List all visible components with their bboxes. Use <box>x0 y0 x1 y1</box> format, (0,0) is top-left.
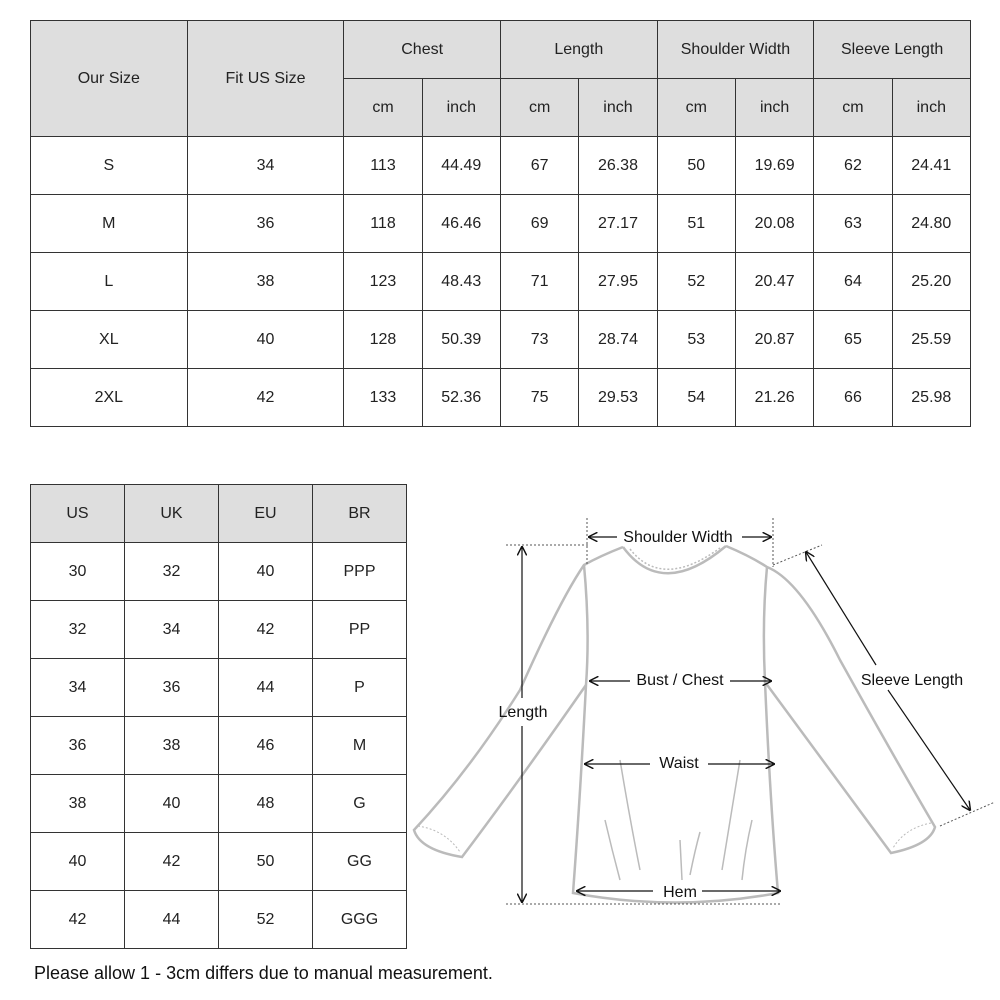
column-header: BR <box>313 485 407 543</box>
table-cell: 30 <box>31 543 125 601</box>
table-cell: 75 <box>500 369 578 427</box>
unit-header: cm <box>814 79 892 137</box>
table-cell: PP <box>313 601 407 659</box>
table-cell: 53 <box>657 311 735 369</box>
table-cell: 128 <box>344 311 422 369</box>
unit-header: inch <box>892 79 970 137</box>
table-cell: 40 <box>219 543 313 601</box>
label-sleeve-length: Sleeve Length <box>860 672 964 689</box>
table-cell: 34 <box>31 659 125 717</box>
table-cell: 36 <box>31 717 125 775</box>
table-cell: 25.98 <box>892 369 970 427</box>
table-cell: 19.69 <box>735 137 813 195</box>
table-cell: 44.49 <box>422 137 500 195</box>
table-cell: 50 <box>657 137 735 195</box>
table-cell: 123 <box>344 253 422 311</box>
header-length: Length <box>500 21 657 79</box>
table-cell: 73 <box>500 311 578 369</box>
table-cell: XL <box>31 311 188 369</box>
unit-header: cm <box>500 79 578 137</box>
label-bust-chest: Bust / Chest <box>636 672 724 689</box>
table-cell: 118 <box>344 195 422 253</box>
table-cell: 51 <box>657 195 735 253</box>
label-shoulder-width: Shoulder Width <box>623 529 733 546</box>
label-waist: Waist <box>659 755 699 772</box>
table-cell: 28.74 <box>579 311 657 369</box>
table-cell: 44 <box>219 659 313 717</box>
table-cell: 38 <box>31 775 125 833</box>
table-cell: 48.43 <box>422 253 500 311</box>
unit-header: cm <box>657 79 735 137</box>
table-cell: 36 <box>187 195 344 253</box>
table-cell: 52 <box>657 253 735 311</box>
table-cell: 20.47 <box>735 253 813 311</box>
table-cell: M <box>313 717 407 775</box>
table-cell: 20.87 <box>735 311 813 369</box>
table-cell: 46.46 <box>422 195 500 253</box>
table-cell: 32 <box>125 543 219 601</box>
shirt-outline <box>414 546 935 903</box>
unit-header: cm <box>344 79 422 137</box>
table-cell: 36 <box>125 659 219 717</box>
table-cell: 25.20 <box>892 253 970 311</box>
unit-header: inch <box>735 79 813 137</box>
table-cell: S <box>31 137 188 195</box>
table-cell: 25.59 <box>892 311 970 369</box>
table-cell: 26.38 <box>579 137 657 195</box>
table-cell: 133 <box>344 369 422 427</box>
table-cell: 50.39 <box>422 311 500 369</box>
table-cell: 38 <box>125 717 219 775</box>
guide-lines <box>506 518 995 904</box>
table-cell: 50 <box>219 833 313 891</box>
table-cell: 34 <box>187 137 344 195</box>
table-cell: 29.53 <box>579 369 657 427</box>
table-cell: 42 <box>125 833 219 891</box>
header-our-size: Our Size <box>31 21 188 137</box>
table-cell: G <box>313 775 407 833</box>
table-cell: 34 <box>125 601 219 659</box>
table-cell: 42 <box>187 369 344 427</box>
table-cell: 42 <box>31 891 125 949</box>
table-cell: M <box>31 195 188 253</box>
table-cell: 71 <box>500 253 578 311</box>
table-cell: 40 <box>31 833 125 891</box>
table-cell: 67 <box>500 137 578 195</box>
header-sleeve-length: Sleeve Length <box>814 21 971 79</box>
column-header: US <box>31 485 125 543</box>
table-cell: 54 <box>657 369 735 427</box>
table-cell: 64 <box>814 253 892 311</box>
label-hem: Hem <box>663 884 697 901</box>
table-cell: 66 <box>814 369 892 427</box>
table-cell: 52.36 <box>422 369 500 427</box>
table-cell: 40 <box>187 311 344 369</box>
header-chest: Chest <box>344 21 501 79</box>
table-cell: 24.41 <box>892 137 970 195</box>
unit-header: inch <box>579 79 657 137</box>
column-header: EU <box>219 485 313 543</box>
table-cell: 27.95 <box>579 253 657 311</box>
table-cell: PPP <box>313 543 407 601</box>
table-cell: 48 <box>219 775 313 833</box>
table-cell: 62 <box>814 137 892 195</box>
unit-header: inch <box>422 79 500 137</box>
table-cell: GGG <box>313 891 407 949</box>
table-cell: 21.26 <box>735 369 813 427</box>
table-cell: 42 <box>219 601 313 659</box>
table-cell: 44 <box>125 891 219 949</box>
header-fit-us-size: Fit US Size <box>187 21 344 137</box>
table-cell: 63 <box>814 195 892 253</box>
column-header: UK <box>125 485 219 543</box>
table-cell: 32 <box>31 601 125 659</box>
table-cell: 113 <box>344 137 422 195</box>
table-cell: 40 <box>125 775 219 833</box>
table-cell: 27.17 <box>579 195 657 253</box>
table-cell: L <box>31 253 188 311</box>
table-cell: 20.08 <box>735 195 813 253</box>
table-cell: 52 <box>219 891 313 949</box>
table-cell: P <box>313 659 407 717</box>
label-length: Length <box>498 704 548 721</box>
table-cell: 24.80 <box>892 195 970 253</box>
table-cell: 69 <box>500 195 578 253</box>
table-cell: 46 <box>219 717 313 775</box>
table-cell: 2XL <box>31 369 188 427</box>
table-cell: 38 <box>187 253 344 311</box>
table-cell: 65 <box>814 311 892 369</box>
measurement-note: Please allow 1 - 3cm differs due to manual measurement. <box>34 963 493 983</box>
header-shoulder-width: Shoulder Width <box>657 21 814 79</box>
table-cell: GG <box>313 833 407 891</box>
